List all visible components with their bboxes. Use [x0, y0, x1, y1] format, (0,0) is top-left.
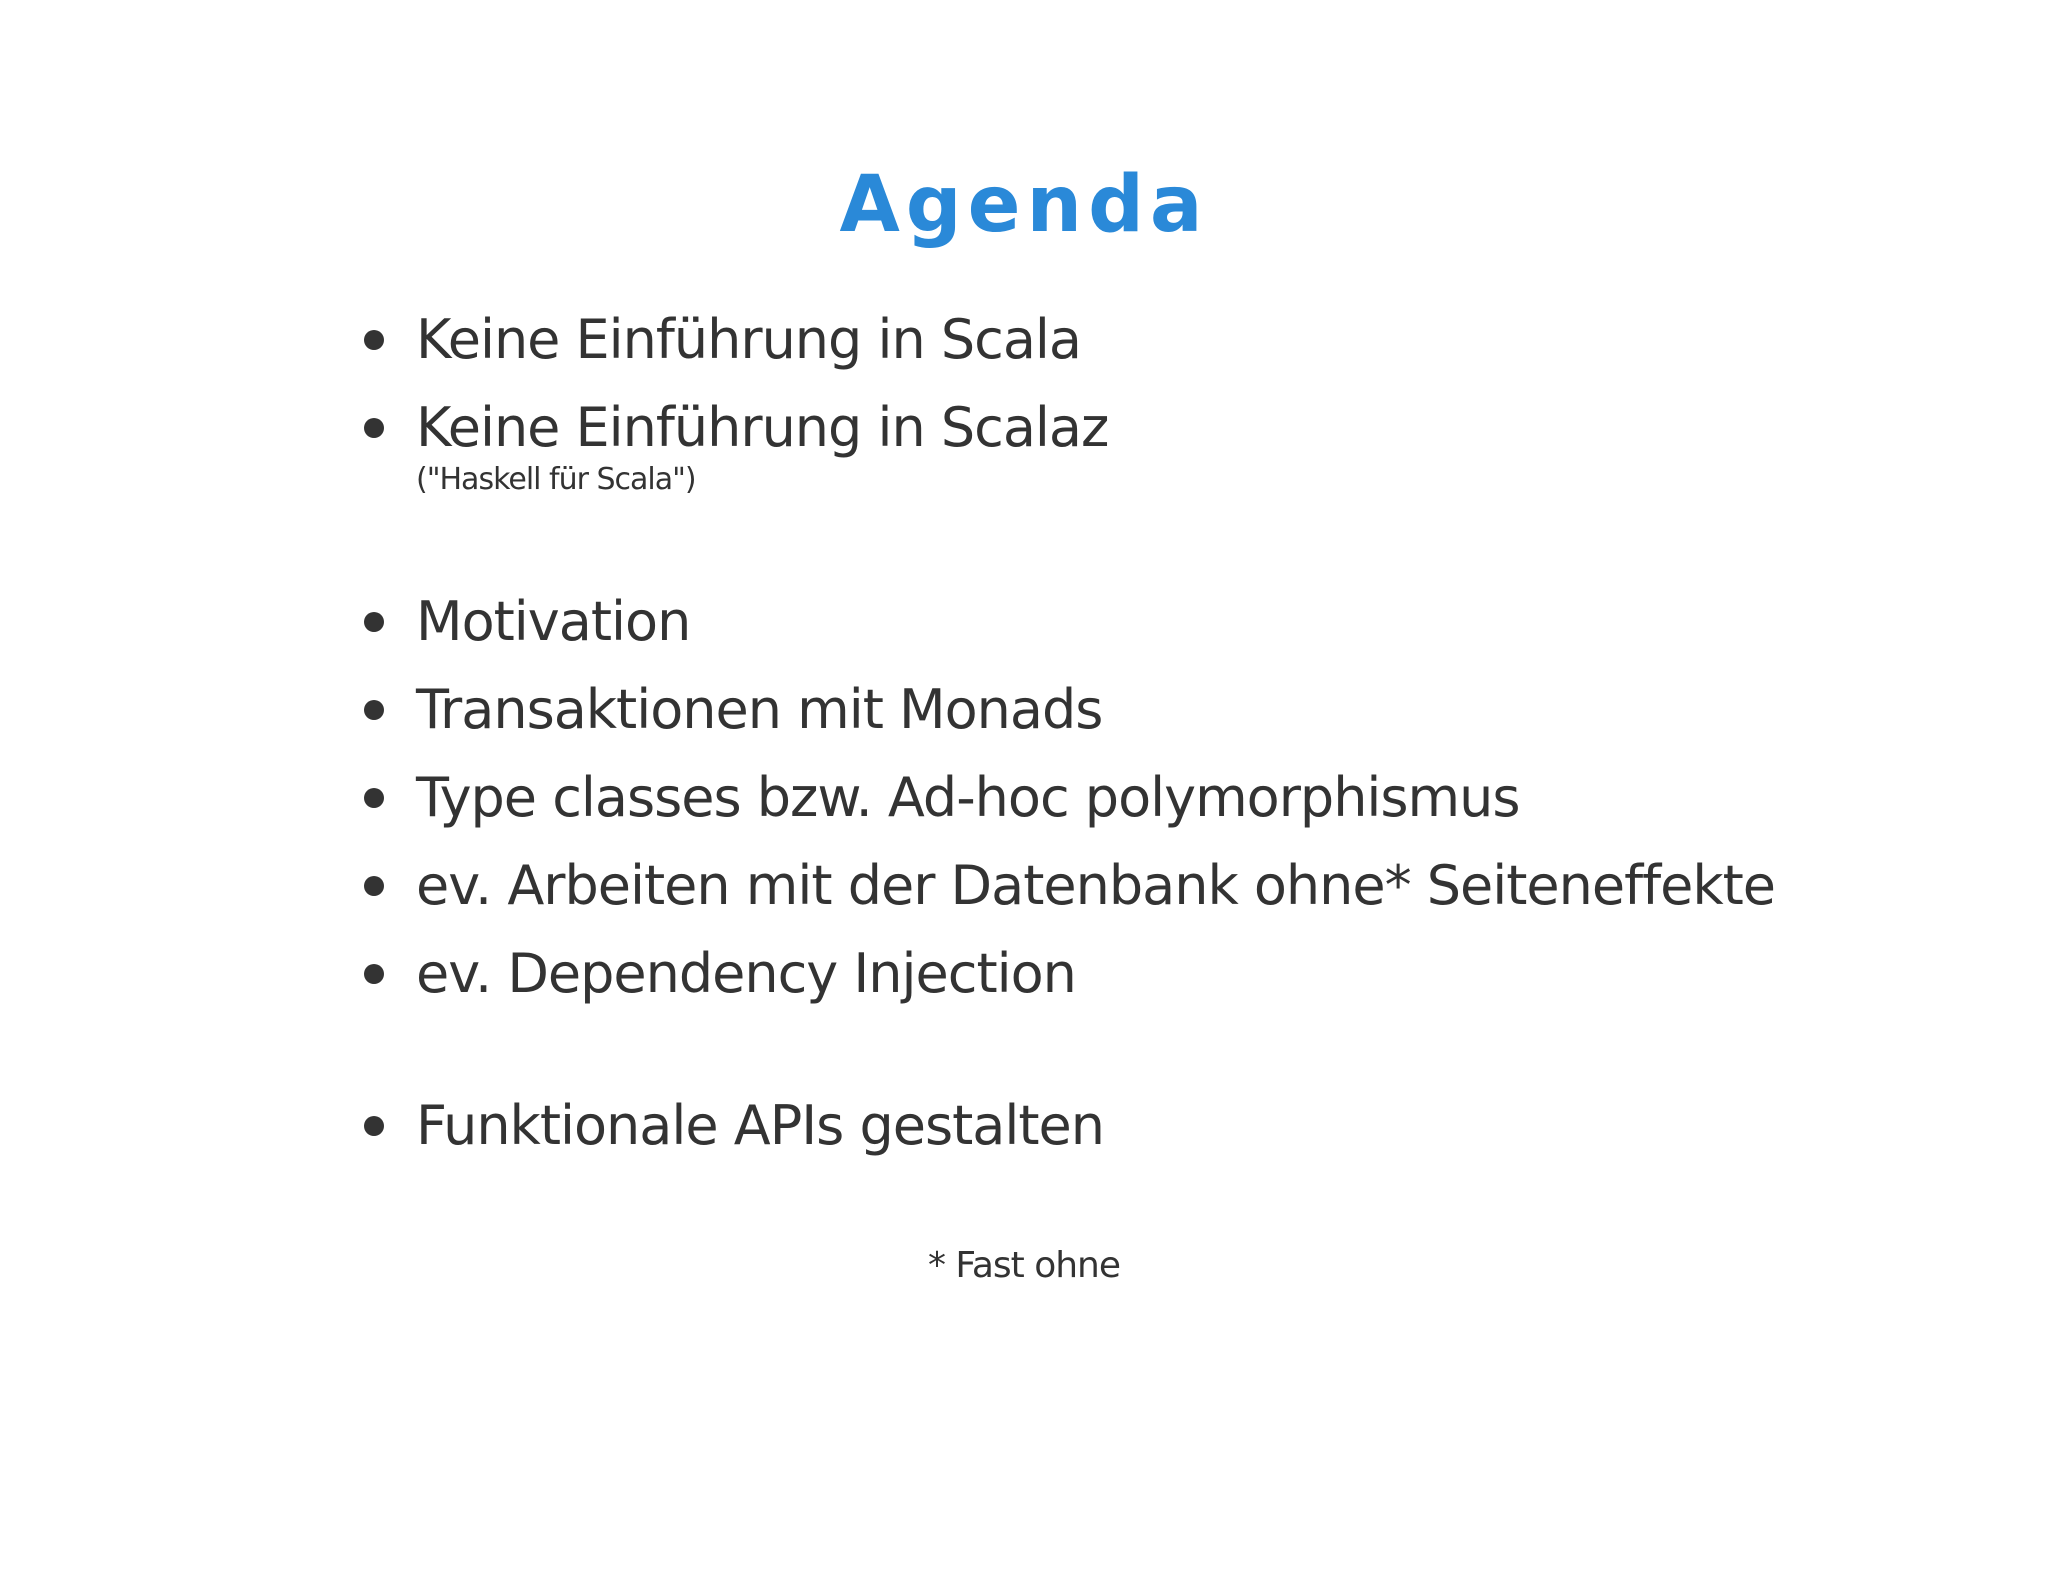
bullet-dot-icon: [364, 964, 384, 984]
bullet-dot-icon: [364, 788, 384, 808]
list-item-text: Transaktionen mit Monads: [416, 678, 1103, 741]
bullet-dot-icon: [364, 700, 384, 720]
bullet-dot-icon: [364, 612, 384, 632]
list-item-text: Keine Einführung in Scala: [416, 308, 1082, 371]
footnote: * Fast ohne: [927, 1245, 1121, 1286]
slide-title: Agenda: [839, 160, 1209, 250]
list-item-text: Type classes bzw. Ad-hoc polymorphismus: [416, 766, 1520, 829]
bullet-dot-icon: [364, 1116, 384, 1136]
list-item-text: Motivation: [416, 590, 691, 653]
bullet-dot-icon: [364, 330, 384, 350]
list-item-text: Funktionale APIs gestalten: [416, 1094, 1104, 1157]
list-item-subtext: ("Haskell für Scala"): [416, 462, 696, 497]
bullet-dot-icon: [364, 876, 384, 896]
list-item-text: ev. Arbeiten mit der Datenbank ohne* Seiteneffekte: [416, 854, 1776, 917]
list-item-text: Keine Einführung in Scalaz: [416, 396, 1109, 459]
list-item-text: ev. Dependency Injection: [416, 942, 1076, 1005]
bullet-dot-icon: [364, 418, 384, 438]
